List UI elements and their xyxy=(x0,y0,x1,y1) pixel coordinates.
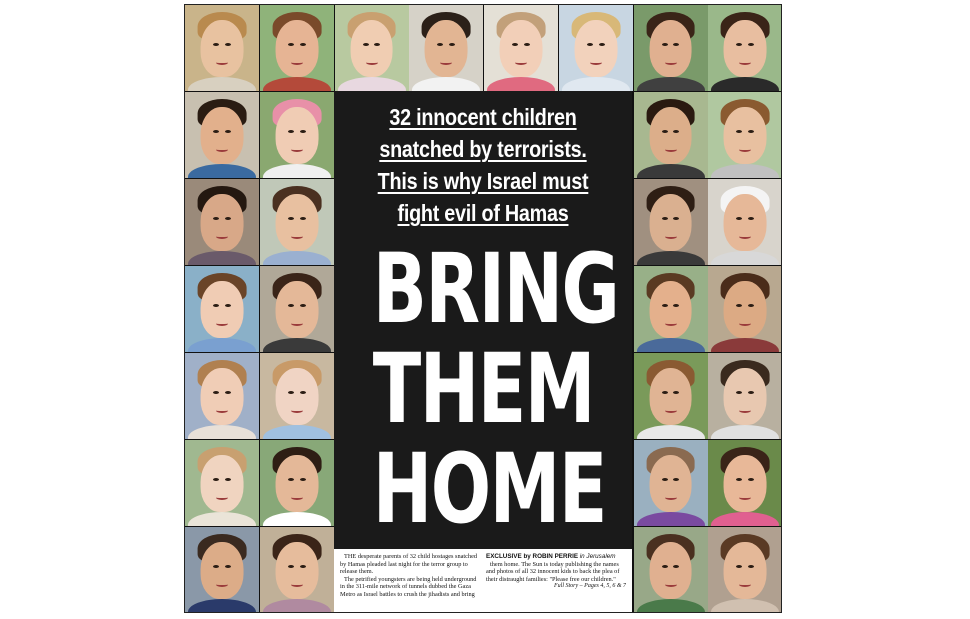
child-photo xyxy=(634,266,709,353)
child-photo xyxy=(260,5,335,92)
story-column-1 xyxy=(340,553,480,610)
story-text-box xyxy=(334,549,632,613)
child-photo xyxy=(185,353,260,440)
byline-location: in Jerusalem xyxy=(579,553,616,560)
main-headline-home: HOME xyxy=(372,433,606,545)
child-photo xyxy=(634,527,709,613)
child-photo xyxy=(185,266,260,353)
newspaper-front-page xyxy=(184,4,782,613)
byline xyxy=(486,553,626,561)
headline-line-4: fight evil of Hamas xyxy=(397,200,569,226)
headline-line-2: snatched by terrorists. xyxy=(379,136,587,162)
page-reference: Full Story – Pages 4, 5, 6 & 7 xyxy=(554,583,626,590)
child-photo xyxy=(634,92,709,179)
child-photo xyxy=(185,527,260,613)
main-headline-bring: BRING xyxy=(372,233,619,345)
child-photo xyxy=(260,179,335,266)
byline-author: EXCLUSIVE by ROBIN PERRIE xyxy=(486,553,579,560)
center-headline-panel xyxy=(334,91,632,613)
headline-line-3: This is why Israel must xyxy=(377,168,589,194)
main-headline-them: THEM xyxy=(372,333,594,445)
child-photo xyxy=(484,5,559,92)
child-photo xyxy=(260,440,335,527)
child-photo xyxy=(708,353,782,440)
child-photo xyxy=(409,5,484,92)
story-paragraph-1: THE desperate parents of 32 child hostages snatched by Hamas pleaded last night for the terror group to release them. xyxy=(340,553,478,576)
story-paragraph-2: The petrified youngsters are being held underground in the 311-mile network of tunnels dubbed the Gaza Metro as Israel battles to crush the jihadists and bring xyxy=(340,575,477,598)
child-photo xyxy=(260,266,335,353)
headline-line-1: 32 innocent children xyxy=(389,104,577,130)
child-photo xyxy=(708,5,782,92)
child-photo xyxy=(708,266,782,353)
child-photo xyxy=(185,440,260,527)
child-photo xyxy=(185,92,260,179)
child-photo xyxy=(260,527,335,613)
child-photo xyxy=(634,440,709,527)
child-photo xyxy=(260,92,335,179)
child-photo xyxy=(708,527,782,613)
child-photo xyxy=(708,440,782,527)
child-photo xyxy=(708,179,782,266)
child-photo xyxy=(634,353,709,440)
child-photo xyxy=(185,179,260,266)
child-photo xyxy=(260,353,335,440)
headline xyxy=(355,101,611,229)
story-column-2 xyxy=(486,553,626,610)
child-photo xyxy=(559,5,634,92)
child-photo xyxy=(185,5,260,92)
story-paragraph-3: them home. The Sun is today publishing the names and photos of all 32 innocent kids to back the plea of their distraught families: "Please free our children." xyxy=(486,560,620,583)
child-photo xyxy=(634,5,709,92)
child-photo xyxy=(335,5,410,92)
child-photo xyxy=(708,92,782,179)
child-photo xyxy=(634,179,709,266)
